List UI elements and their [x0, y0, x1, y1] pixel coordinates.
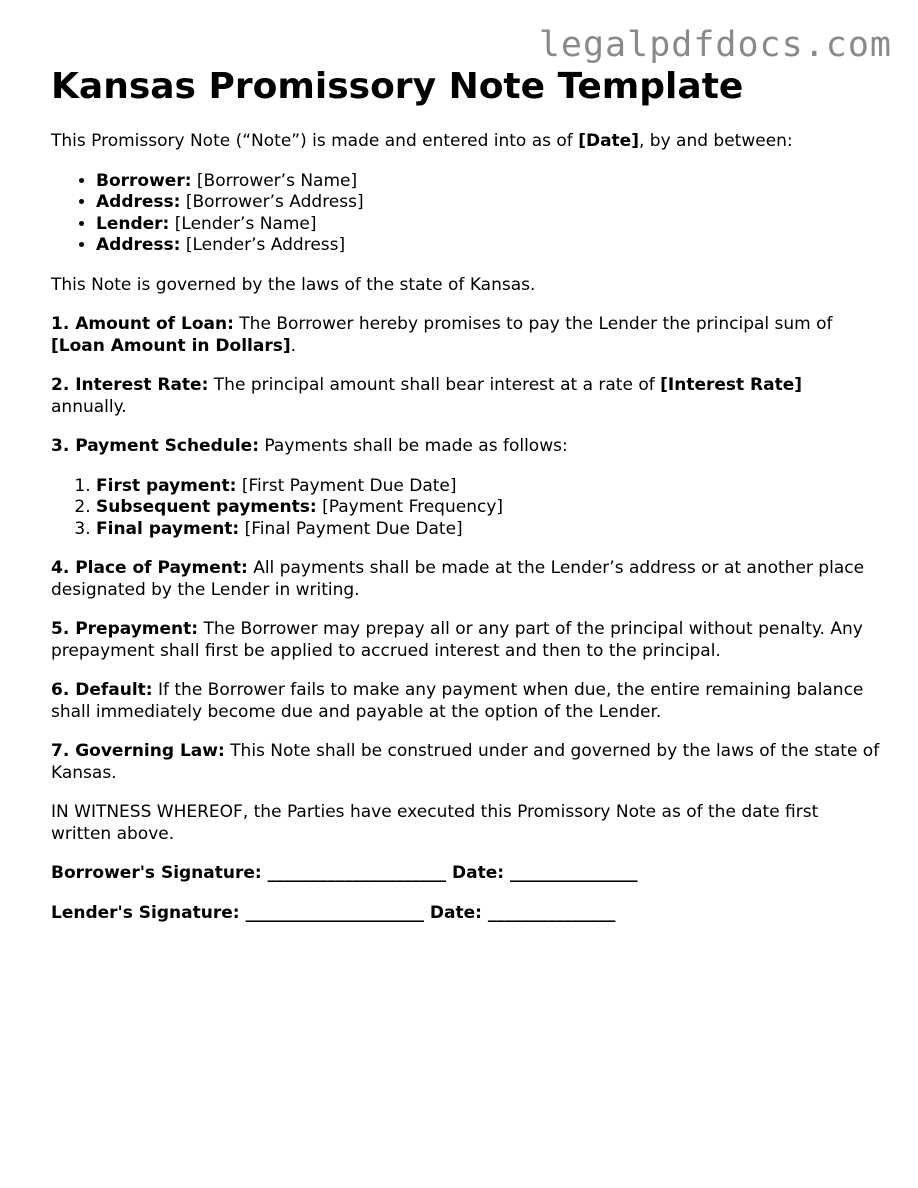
- section-amount: [51, 314, 881, 357]
- section-text: Payments shall be made as follows:: [259, 436, 568, 456]
- parties-list: [51, 171, 881, 257]
- section-text: All payments shall be made at the Lender’s address or at another place designated by the Lender in writing.: [51, 558, 865, 600]
- list-item: [96, 214, 881, 236]
- payment-label: Final payment:: [96, 518, 240, 539]
- section-interest: [51, 375, 881, 418]
- lender-signature-line: Lender's Signature: _____________________ Date: _______________: [51, 902, 616, 923]
- document-page: [51, 64, 881, 942]
- section-text-end: .: [290, 335, 297, 356]
- list-item: [96, 235, 881, 257]
- section-heading: 1. Amount of Loan:: [51, 314, 234, 334]
- list-item: [96, 497, 881, 519]
- section-heading: 6. Default:: [51, 680, 153, 700]
- page-title: Kansas Promissory Note Template: [51, 66, 744, 107]
- party-label: Address:: [96, 192, 181, 212]
- intro-paragraph: [51, 131, 881, 153]
- payment-value: [Payment Frequency]: [316, 497, 504, 517]
- payment-schedule-list: [51, 476, 881, 541]
- section-heading: 4. Place of Payment:: [51, 558, 248, 578]
- section-text: This Note shall be construed under and governed by the laws of the state of Kansas.: [51, 741, 880, 783]
- party-value: [Lender’s Address]: [180, 235, 346, 255]
- party-value: [Borrower’s Name]: [191, 170, 358, 191]
- party-label: Borrower:: [96, 170, 192, 191]
- date-placeholder: [Date]: [578, 131, 639, 151]
- party-label: Lender:: [96, 213, 170, 234]
- payment-value: [Final Payment Due Date]: [239, 518, 463, 539]
- intro-text-end: , by and between:: [638, 131, 793, 151]
- list-item: [96, 519, 881, 541]
- witness-statement: IN WITNESS WHEREOF, the Parties have executed this Promissory Note as of the date first written above.: [51, 802, 819, 844]
- section-text: The principal amount shall bear interest at a rate of: [208, 375, 661, 395]
- list-item: [96, 171, 881, 193]
- list-item: [96, 192, 881, 214]
- section-text: If the Borrower fails to make any payment when due, the entire remaining balance shall immediately become due and payable at the option of the Lender.: [51, 680, 864, 722]
- loan-amount-placeholder: [Loan Amount in Dollars]: [51, 335, 291, 356]
- section-place: [51, 558, 881, 601]
- section-default: [51, 680, 881, 723]
- section-heading: 5. Prepayment:: [51, 619, 199, 639]
- party-label: Address:: [96, 235, 181, 255]
- payment-label: Subsequent payments:: [96, 497, 317, 517]
- party-value: [Lender’s Name]: [169, 213, 317, 234]
- intro-text: This Promissory Note (“Note”) is made and entered into as of: [51, 131, 579, 151]
- section-text-end: annually.: [51, 396, 127, 417]
- section-text: The Borrower hereby promises to pay the Lender the principal sum of: [233, 314, 833, 334]
- payment-label: First payment:: [96, 475, 237, 496]
- section-prepayment: [51, 619, 881, 662]
- list-item: [96, 476, 881, 498]
- section-heading: 7. Governing Law:: [51, 741, 225, 761]
- watermark: legalpdfdocs.com: [538, 25, 892, 65]
- party-value: [Borrower’s Address]: [180, 192, 364, 212]
- section-heading: 3. Payment Schedule:: [51, 436, 260, 456]
- interest-rate-placeholder: [Interest Rate]: [660, 375, 803, 395]
- borrower-signature-line: Borrower's Signature: _____________________ Date: _______________: [51, 863, 638, 883]
- section-law: [51, 741, 881, 784]
- section-heading: 2. Interest Rate:: [51, 375, 209, 395]
- governed-statement: This Note is governed by the laws of the state of Kansas.: [51, 274, 536, 295]
- payment-value: [First Payment Due Date]: [236, 475, 457, 496]
- section-schedule: [51, 436, 881, 458]
- section-text: The Borrower may prepay all or any part of the principal without penalty. Any prepayment shall first be applied to accrued interest and then to the principal.: [51, 619, 863, 661]
